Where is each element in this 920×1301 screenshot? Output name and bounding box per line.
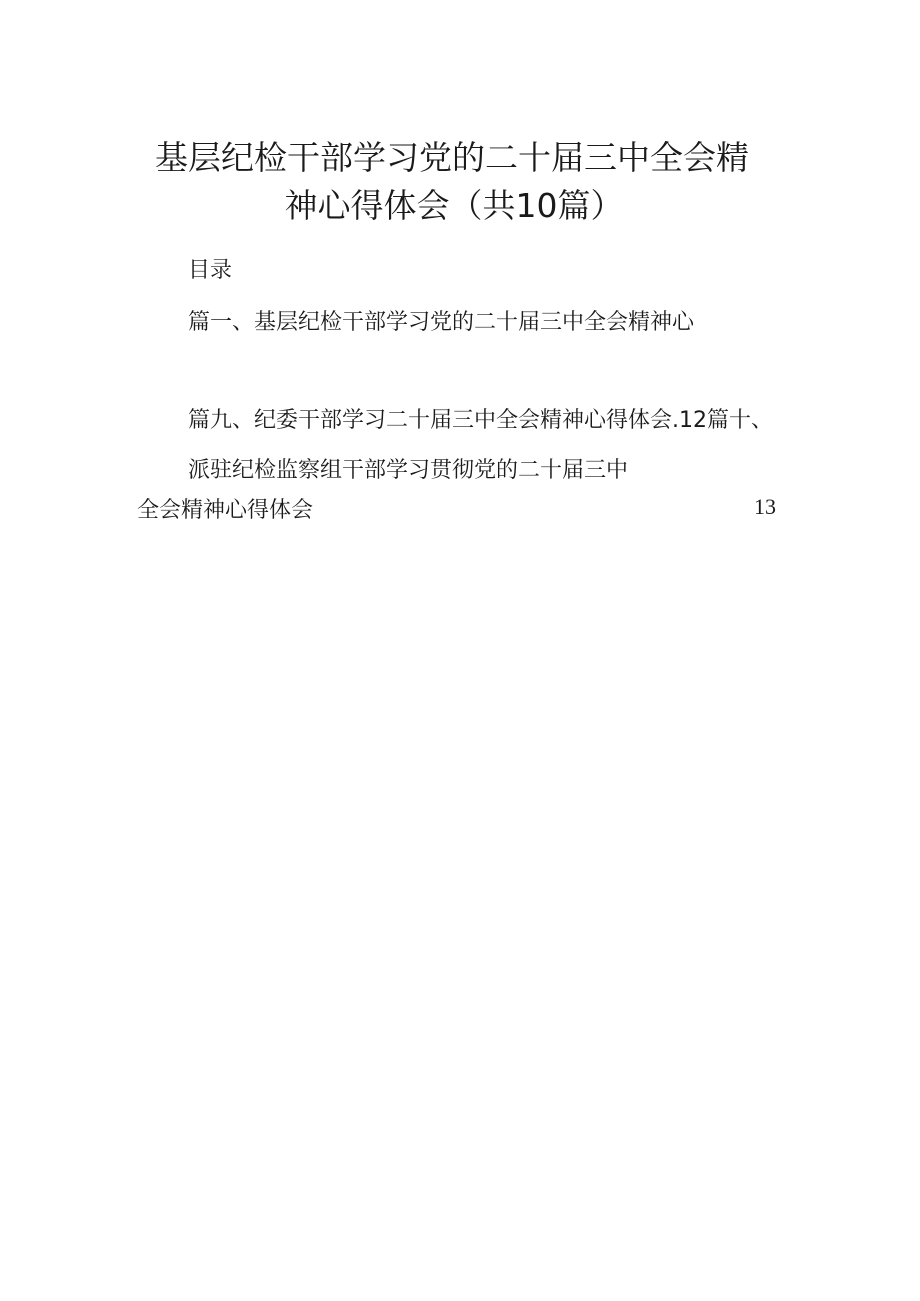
document-title-line-1: 基层纪检干部学习党的二十届三中全会精	[155, 138, 749, 177]
toc-entry-1[interactable]: 篇一、基层纪检干部学习党的二十届三中全会精神心	[188, 310, 695, 335]
toc-page-number: 13	[754, 494, 776, 519]
toc-entry-10-end[interactable]: 全会精神心得体会	[137, 498, 314, 523]
document-title-line-2: 神心得体会（共10篇）	[284, 186, 624, 225]
toc-entry-9-10[interactable]: 篇九、纪委干部学习二十届三中全会精神心得体会.12篇十、	[188, 408, 773, 433]
toc-entry-10-continued[interactable]: 派驻纪检监察组干部学习贯彻党的二十届三中	[188, 458, 629, 483]
toc-heading: 目录	[188, 258, 233, 283]
